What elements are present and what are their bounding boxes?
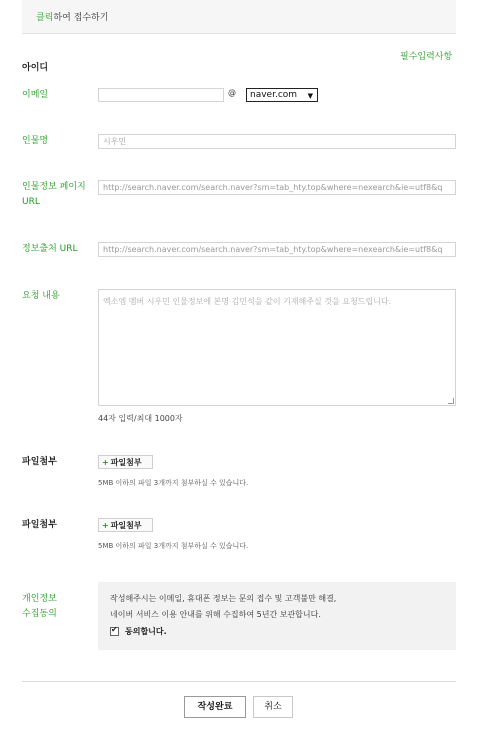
dropdown-arrow-icon: ▼ <box>307 92 313 100</box>
email-domain-select[interactable] <box>246 88 318 102</box>
submit-button[interactable]: 작성완료 <box>184 696 246 718</box>
attach1-button[interactable] <box>98 455 153 469</box>
plus-icon: + <box>102 521 109 530</box>
consent-checkbox[interactable] <box>110 627 119 636</box>
attach1-note: 5MB 이하의 파일 3개까지 첨부하실 수 있습니다. <box>98 479 249 487</box>
consent-checkbox-label: 동의합니다. <box>125 627 167 636</box>
plus-icon: + <box>102 458 109 467</box>
header-title-rest: 하여 접수하기 <box>53 13 109 23</box>
profile-url-label <box>22 180 86 210</box>
attach2-button-label: 파일첨부 <box>110 521 142 530</box>
person-name-label: 인물명 <box>22 136 49 146</box>
email-label: 이메일 <box>22 90 49 100</box>
source-url-label: 정보출처 URL <box>22 244 78 254</box>
email-at-sign: @ <box>228 88 236 97</box>
consent-label <box>22 592 57 622</box>
attach1-label: 파일첨부 <box>22 457 57 467</box>
required-fields-note: 필수입력사항 <box>400 52 453 62</box>
consent-box <box>98 582 456 650</box>
page-header <box>22 0 456 34</box>
email-local-input[interactable] <box>98 88 224 102</box>
resize-handle-icon[interactable] <box>448 398 454 404</box>
consent-checkbox-row[interactable] <box>110 626 167 637</box>
consent-label-line2: 수집동의 <box>22 609 57 619</box>
attach2-button[interactable] <box>98 518 153 532</box>
person-name-input[interactable]: 시우민 <box>98 134 456 149</box>
email-domain-value: naver.com <box>250 90 298 100</box>
consent-label-line1: 개인정보 <box>22 594 57 604</box>
attach2-label: 파일첨부 <box>22 520 57 530</box>
char-count: 44자 입력/최대 1000자 <box>98 414 183 423</box>
attach1-button-label: 파일첨부 <box>110 458 142 467</box>
request-textarea[interactable] <box>98 289 456 406</box>
request-label: 요청 내용 <box>22 291 60 301</box>
profile-url-input[interactable]: http://search.naver.com/search.naver?sm=tab_hty.top&where=nexearch&ie=utf8&q <box>98 180 456 195</box>
cancel-button[interactable]: 취소 <box>253 696 293 718</box>
profile-url-label-line1: 인물정보 페이지 <box>22 182 86 192</box>
consent-text-line1: 작성해주시는 이메일, 휴대폰 정보는 문의 접수 및 고객불만 해결, <box>110 594 337 603</box>
header-title <box>36 10 108 23</box>
footer-divider <box>22 681 456 682</box>
consent-text-line2: 네이버 서비스 이용 안내를 위해 수집하여 5년간 보관합니다. <box>110 610 321 619</box>
consent-text <box>110 591 336 623</box>
attach2-note: 5MB 이하의 파일 3개까지 첨부하실 수 있습니다. <box>98 542 249 550</box>
header-click-link[interactable]: 클릭 <box>36 13 54 23</box>
request-text: 엑소엠 멤버 시우민 인물정보에 본명 김민석을 같이 기재해주실 것을 요청드립니다. <box>103 297 392 306</box>
profile-url-label-line2: URL <box>22 197 40 207</box>
id-label: 아이디 <box>22 63 49 73</box>
source-url-input[interactable]: http://search.naver.com/search.naver?sm=tab_hty.top&where=nexearch&ie=utf8&q <box>98 242 456 257</box>
